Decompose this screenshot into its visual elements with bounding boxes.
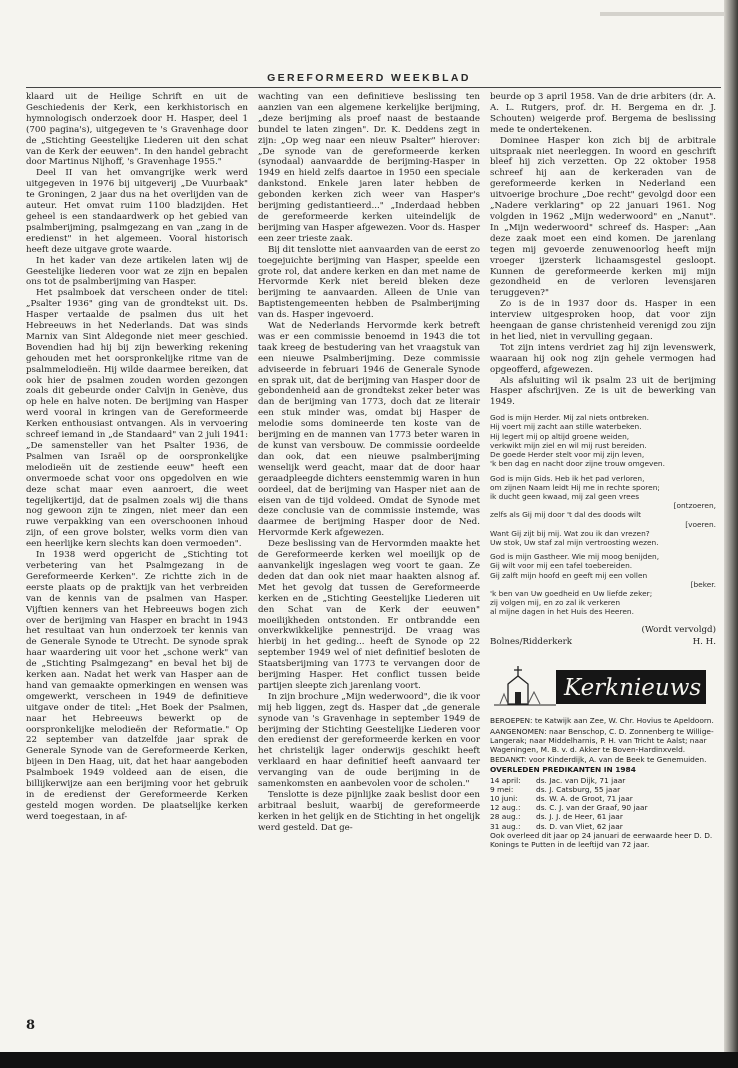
author-place: Bolnes/Ridderkerk — [490, 637, 573, 648]
kerknieuws-logo — [494, 664, 708, 708]
column-1 — [26, 92, 248, 823]
page-number: 8 — [26, 1018, 36, 1033]
scan-mark — [600, 12, 730, 16]
poem-line: 'k ben van Uw goedheid en Uw liefde zeker; — [490, 588, 653, 598]
obituary-row — [490, 785, 716, 794]
column-2 — [258, 92, 480, 834]
paragraph: In 1938 werd opgericht de „Stichting tot verbetering van het Psalmgezang in de Gereformeerde Kerken". Ze richtte zich in de eerste plaats op de praktijk van het verbreiden van de kennis van de psalmen van Hasper. Vijftien kenners van het Hebreeuws bogen zich over de berijming van Hasper en bracht in 1943 het resultaat van hun onderzoek ter kennis van de Generale Synode te Utrecht. De synode sprak haar waardering uit voor het „schone werk" van de „Stichting Psalmgezang" en beval het bij de kerken aan. Nadat het werk van Hasper aan de hand van gemaakte opmerkingen en wensen was omgewerkt, verscheen in 1949 de definitieve uitgave onder de titel: „Het Boek der Psalmen, naar het Hebreeuws bewerkt op de oorspronkelijke melodieën der Reformatie." Op 22 september van datzelfde jaar sprak de Generale Synode van de Gereformeerde Kerken, bijeen in Den Haag, uit, dat het haar aangeboden Psalmboek 1949 voldeed aan de eisen, die billijkerwijze aan een berijming voor het gebruik in de eredienst der Gereformeerde Kerken gesteld mogen worden. De plaatselijke kerken werd toegestaan, in af- — [26, 550, 248, 822]
page-edge-shadow — [724, 0, 738, 1068]
poem-line: God is mijn Gastheer. Wie mij moog benijden, — [490, 552, 660, 562]
poem-line: verkwikt mijn ziel en wil mij rust bereiden. — [490, 440, 647, 450]
obituary-date: 31 aug.: — [490, 821, 521, 831]
header-rule — [26, 87, 721, 88]
continued-note: (Wordt vervolgd) — [641, 624, 716, 635]
poem-stanza — [490, 413, 716, 468]
paragraph: Tenslotte is deze pijnlijke zaak beslist door een arbitraal besluit, waarbij de gereformeerde kerken in het gelijk en de Stichting in het ongelijk werd gesteld. Dat ge- — [258, 790, 480, 833]
obituary-date: 9 mei: — [490, 784, 514, 794]
obituary-name: ds. C. J. van der Graaf, 90 jaar — [536, 803, 648, 813]
obituary-row — [490, 812, 716, 821]
poem-line: zelfs als Gij mij door 't dal des doods wilt — [490, 510, 642, 520]
church-icon — [494, 664, 708, 708]
poem-line: om zijnen Naam leidt Hij me in rechte sporen; — [490, 482, 660, 492]
obituary-row — [490, 776, 716, 785]
poem-line: Hij voert mij zacht aan stille waterbeken. — [490, 422, 642, 432]
obituary-row — [490, 803, 716, 812]
paragraph: In het kader van deze artikelen laten wij de Geestelijke liederen voor wat ze zijn en bepalen ons tot de psalmberijming van Hasper. — [26, 255, 248, 288]
scan-bottom-border — [0, 1052, 738, 1068]
poem-line-continuation: [ontzoeren, — [673, 501, 716, 511]
paragraph: Bij dit tenslotte niet aanvaarden van de eerst zo toegejuichte berijming van Hasper, speelde een grote rol, dat andere kerken en dan met name de Hervormde Kerk niet bereid bleken deze berijming te aanvaarden. Alleen de Unie van Baptistengemeenten hebben de Psalmberijming van ds. Hasper ingevoerd. — [258, 244, 480, 321]
obituary-date: 10 juni: — [490, 793, 518, 803]
paragraph: Deel II van het omvangrijke werk werd uitgegeven in 1976 bij uitgeverij „De Vuurbaak" te Groningen, 2 jaar dus na het overlijden van de auteur. Het omvat ruim 1100 bladzijden. Het geheel is een standaardwerk op het gebied van psalmberijming, psalmgezang en van „zang in de eredienst" in het algemeen. Vooral historisch heeft deze uitgave grote waarde. — [26, 168, 248, 255]
obituary-date: 12 aug.: — [490, 803, 521, 813]
paragraph: wachting van een definitieve beslissing ten aanzien van een algemene kerkelijke berijming, „deze berijming als proef naast de bestaande bundel te laten zingen". Dr. K. Deddens zegt in zijn: „Op weg naar een nieuw Psalter" hierover: „De synode van de gereformeerde kerken (synodaal) aanvaardde de berijming-Hasper in 1949 en hield zelfs daartoe in 1950 een speciale dankstond. Enkele jaren later hebben de gebonden kerken zich weer van Hasper's berijming gedistantieerd..." „Inderdaad hebben de gereformeerde kerken uiteindelijk de berijming van Hasper afgewezen. Voor ds. Hasper een zeer trieste zaak. — [258, 92, 480, 244]
paragraph: beurde op 3 april 1958. Van de drie arbiters (dr. A. A. L. Rutgers, prof. dr. H. Bergema en dr. J. Schouten) weigerde prof. Bergema de beslissing mede te ondertekenen. — [490, 92, 716, 135]
kerknieuws-logo-text: Kerknieuws — [564, 675, 702, 702]
poem-line: Want Gij zijt bij mij. Wat zou ik dan vrezen? — [490, 528, 650, 538]
poem-line: ik ducht geen kwaad, mij zal geen vrees — [490, 491, 640, 501]
author-initials: H. H. — [692, 637, 716, 648]
poem-line: Hij legert mij op altijd groene weiden, — [490, 431, 630, 441]
paragraph: Tot zijn intens verdriet zag hij zijn levenswerk, waaraan hij ook nog zijn gehele vermogen had opgeofferd, afgewezen. — [490, 342, 716, 375]
running-header: GEREFORMEERD WEEKBLAD — [267, 72, 471, 84]
poem-line-continuation: [beker. — [690, 579, 716, 589]
poem-line: zij volgen mij, en zo zal ik verkeren — [490, 598, 621, 608]
poem-line: al mijne dagen in het Huis des Heeren. — [490, 607, 634, 617]
obituary-closing: Ook overleed dit jaar op 24 januari de eerwaarde heer D. D. Konings te Putten in de leeftijd van 72 jaar. — [490, 830, 713, 849]
column-3 — [490, 92, 716, 850]
paragraph: klaard uit de Heilige Schrift en uit de Geschiedenis der Kerk, een kerkhistorisch en hymnologisch onderzoek door H. Hasper, deel 1 (700 pagina's), uitgegeven te 's Gravenhage door de „Stichting Geestelijke Liederen uit den schat van de Kerk der eeuwen". In den handel gebracht door Martinus Nijhoff, 's Gravenhage 1955." — [26, 92, 248, 168]
poem-line: Uw stok, Uw staf zal mijn vertroosting wezen. — [490, 537, 659, 547]
news-item: AANGENOMEN: naar Benschop, C. D. Zonnenberg te Willige-Langerak; naar Middelharnis, P. H. van Tricht te Aalst; naar Wageningen, M. B. v. d. Akker te Boven-Hardinxveld. — [490, 726, 714, 754]
obituary-heading: OVERLEDEN PREDIKANTEN IN 1984 — [490, 765, 636, 775]
paragraph: Dominee Hasper kon zich bij de arbitrale uitspraak niet neerleggen. In woord en geschrift bleef hij zich verzetten. Op 22 oktober 1958 schreef hij aan de kerkeraden van de gereformeerde kerken in Nederland een uitvoerige brochure „Doe recht" gevolgd door een „Nadere verklaring" op 22 januari 1961. Nog volgden in 1962 „Mijn wederwoord" en „Nanut". In „Mijn wederwoord" schreef ds. Hasper: „Aan deze zaak moet een eind komen. De jarenlang tegen mij gevoerde zenuwenoorlog heeft mijn vroeger ijzersterk lichaamsgestel gesloopt. Kunnen de gereformeerde kerken mij mijn gezondheid en de verloren levensjaren teruggeven?" — [490, 135, 716, 299]
poem-line: De goede Herder stelt voor mij zijn leven, — [490, 450, 645, 460]
poem-line: God is mijn Gids. Heb ik het pad verloren, — [490, 473, 645, 483]
news-item: BEROEPEN: te Katwijk aan Zee, W. Chr. Hovius te Apeldoorn. — [490, 716, 714, 726]
paragraph: Het psalmboek dat verscheen onder de titel: „Psalter 1936" ging van de grondtekst uit. Ds. Hasper vertaalde de psalmen dus uit het Hebreeuws in het Nederlands. Dat was sinds Marnix van Sint Aldegonde niet meer geschied. Bovendien had hij bij zijn bewerking rekening gehouden met het oorspronkelijke ritme van de psalmmelodieën. Hij wilde daarmee bereiken, dat ook hier de psalmen zouden worden gezongen zoals dit gebeurde onder Calvijn in Genève, dus op hele en halve noten. De berijming van Hasper werd vooral in kringen van de Gereformeerde Kerken enthousiast ontvangen. Als in vervoering schreef iemand in „de Standaard" van 2 juli 1941: „De samensteller van het Psalter 1936, de Psalmen van Israël op de oorspronkelijke melodieën uit de zestiende eeuw" heeft een onvermoede schat voor ons opgedolven en wie deze schat maar even aanroert, die weet tegelijkertijd, dat de psalmen zoals wij die thans nog gewoon zijn te zingen, niet meer dan een ruwe verpakking van een overschoonen inhoud zijn, of een grove bolster, welks vorm dien van een heerlijke kern slechts kan doen vermoeden". — [26, 288, 248, 550]
paragraph: Als afsluiting wil ik psalm 23 uit de berijming Hasper afschrijven. Ze is uit de bewerking van 1949. — [490, 375, 716, 408]
poem-line: Gij wilt voor mij een tafel toebereiden. — [490, 561, 633, 571]
news-item: BEDANKT: voor Kinderdijk, A. van de Beek te Genemuiden. — [490, 755, 707, 765]
poem-line: 'k ben dag en nacht door zijne trouw omgeven. — [490, 459, 665, 469]
poem-stanza — [490, 552, 716, 616]
poem-line: Gij zalft mijn hoofd en geeft mij een vollen — [490, 570, 648, 580]
poem-stanza — [490, 474, 716, 548]
obituary-row — [490, 794, 716, 803]
obituary-name: ds. W. A. de Groot, 71 jaar — [536, 793, 633, 803]
poem-line-continuation: [voeren. — [685, 519, 716, 529]
paragraph: Deze beslissing van de Hervormden maakte het de Gereformeerde kerken wel moeilijk op de aanvankelijk ingeslagen weg voort te gaan. Ze deden dat dan ook niet maar haakten alsnog af. Met het gevolg dat tussen de Gereformeerde kerken en de „Stichting Geestelijke Liederen uit den Schat van de Kerk der eeuwen" moeilijkheden ontstonden. Er ontbrandde een onverkwikkelijke pennestrijd. De vraag was hierbij in het geding... heeft de Synode op 22 september 1949 wel of niet definitief besloten de Staatsberijming van 1773 te vervangen door de berijming Hasper. Het conflict tussen beide partijen sleepte zich jarenlang voort. — [258, 539, 480, 691]
paragraph: Wat de Nederlands Hervormde kerk betreft was er een commissie benoemd in 1943 die tot taak kreeg de bestudering van het vraagstuk van een nieuwe Psalmberijming. Deze commissie adviseerde in februari 1946 de Generale Synode en sprak uit, dat de berijming van Hasper door de gebondenheid aan de grondtekst zeker beter was dan de berijming van 1773, doch dat ze literair een stuk minder was, omdat bij Hasper de melodie soms domineerde ten koste van de berijming en de mannen van 1773 beter waren in de kunst van versbouw. De commissie oordeelde dan ook, dat een nieuwe psalmberijming wenselijk werd geacht, maar dat de door haar geraadpleegde dichters eenstemmig waren in hun oordeel, dat de berijming van Hasper niet aan de eisen van de tijd voldeed. Omdat de Synode met deze conclusie van de commissie instemde, was daarmee de berijming Hasper door de Ned. Hervormde Kerk afgewezen. — [258, 321, 480, 539]
signature-line — [490, 637, 716, 648]
obituary-date: 14 april: — [490, 775, 521, 785]
paragraph: In zijn brochure „Mijn wederwoord", die ik voor mij heb liggen, zegt ds. Hasper dat „de generale synode van 's Gravenhage in september 1949 de berijming der Stichting Geestelijke Liederen voor den eredienst der gereformeerde kerken en voor het christelijk lager onderwijs geschikt heeft verklaard en haar definitief heeft aanvaard ter vervanging van de oude berijming in de samenkomsten en aanbevolen voor de scholen." — [258, 691, 480, 790]
obituary-row — [490, 822, 716, 831]
obituary-date: 28 aug.: — [490, 812, 521, 822]
psalm-23-poem — [490, 413, 716, 616]
obituary-name: ds. J. Catsburg, 55 jaar — [536, 784, 621, 794]
poem-line: God is mijn Herder. Mij zal niets ontbreken. — [490, 413, 650, 423]
kerknieuws-section — [490, 716, 716, 849]
obituary-name: ds. D. van Vliet, 62 jaar — [536, 821, 623, 831]
paragraph: Zo is de in 1937 door ds. Hasper in een interview uitgesproken hoop, dat voor zijn heengaan de ganse christenheid verenigd zou zijn in het lied, niet in vervulling gegaan. — [490, 299, 716, 342]
obituary-name: ds. J. J. de Heer, 61 jaar — [536, 812, 623, 822]
obituary-name: ds. Jac. van Dijk, 71 jaar — [536, 775, 626, 785]
